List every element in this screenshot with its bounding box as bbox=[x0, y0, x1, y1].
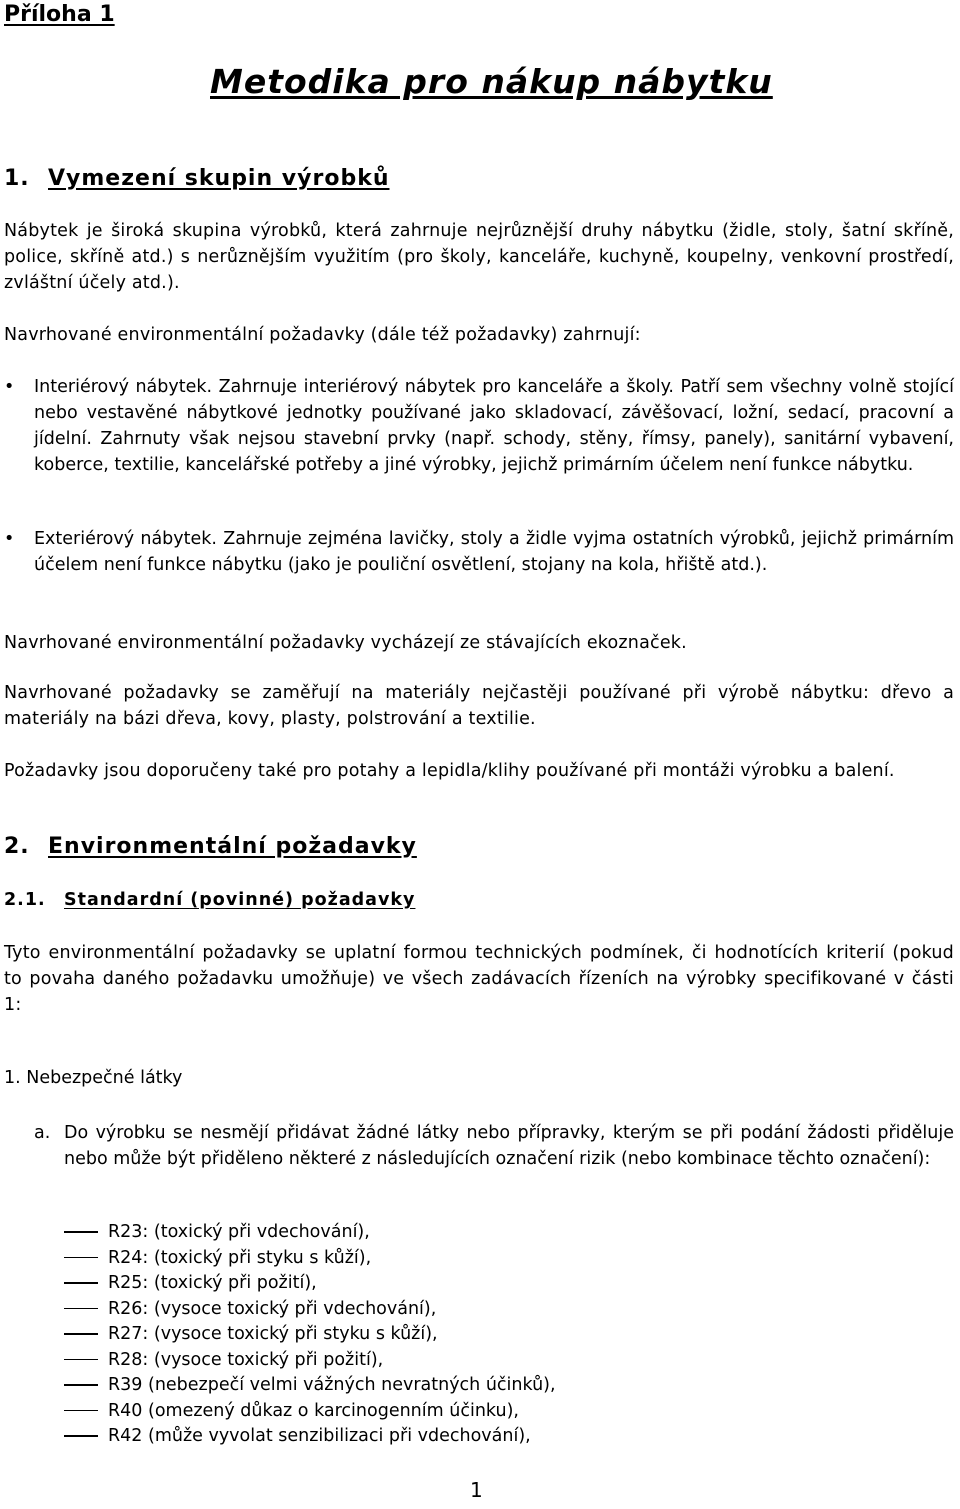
section-2-number: 2. bbox=[4, 834, 30, 859]
dash-marker bbox=[64, 1359, 98, 1361]
intro-paragraph: Nábytek je široká skupina výrobků, která zahrnuje nejrůznější druhy nábytku (židle, stoly, šatní skříně, police, skříně atd.) s nerůznějším využitím (pro školy, kanceláře, kuchyně, koupelny, venkovní prostředí, zvláštní účely atd.). bbox=[4, 221, 954, 293]
risk-phrase: R40 (omezený důkaz o karcinogenním účinku), bbox=[108, 1400, 519, 1421]
bullet-interior-text: Interiérový nábytek. Zahrnuje interiérový nábytek pro kanceláře a školy. Patří sem všechny volně stojící nebo vestavěné nábytkové jednotky používané jako skladovací, závěšovací, ložní, sedací, pracovní a jídelní. Zahrnuty však nejsou stavební prvky (např. schody, stěny, římsy, panely), sanitární vybavení, koberce, textilie, kancelářské potřeby a jiné výrobky, jejichž primárním účelem není funkce nábytku. bbox=[34, 377, 954, 475]
subsection-2-1-title: Standardní (povinné) požadavky bbox=[64, 890, 416, 910]
dash-marker bbox=[64, 1410, 98, 1412]
bullet-exterior bbox=[4, 526, 954, 578]
annex-label: Příloha 1 bbox=[4, 2, 115, 27]
dash-marker bbox=[64, 1435, 98, 1437]
risk-phrase: R39 (nebezpečí velmi vážných nevratných účinků), bbox=[108, 1375, 556, 1395]
list-item bbox=[64, 1373, 556, 1399]
dash-marker bbox=[64, 1231, 98, 1233]
subsection-2-1-heading bbox=[4, 890, 415, 910]
sub-item-a bbox=[34, 1120, 954, 1172]
section-2-title: Environmentální požadavky bbox=[48, 834, 417, 859]
section-1-number: 1. bbox=[4, 166, 30, 191]
list-item-hazardous-substances: 1. Nebezpečné látky bbox=[4, 1068, 183, 1088]
section-1-title: Vymezení skupin výrobků bbox=[48, 166, 390, 191]
list-item bbox=[64, 1424, 556, 1450]
dash-marker bbox=[64, 1384, 98, 1386]
dash-marker bbox=[64, 1257, 98, 1259]
standard-requirements-paragraph: Tyto environmentální požadavky se uplatní formou technických podmínek, či hodnotících kriterií (pokud to povaha daného požadavku umožňuje) ve všech zadávacích řízeních na výrobky specifikované v části 1: bbox=[4, 943, 954, 1015]
risk-phrase: R27: (vysoce toxický při styku s kůží), bbox=[108, 1324, 438, 1344]
list-item bbox=[64, 1322, 556, 1348]
list-item bbox=[64, 1399, 556, 1425]
materials-paragraph: Navrhované požadavky se zaměřují na materiály nejčastěji používané při výrobě nábytku: dřevo a materiály na bázi dřeva, kovy, plasty, polstrování a textilie. bbox=[4, 683, 954, 729]
dash-marker bbox=[64, 1308, 98, 1310]
list-item bbox=[64, 1246, 556, 1272]
sub-item-text: Do výrobku se nesmějí přidávat žádné látky nebo přípravky, kterým se při podání žádosti přiděluje nebo může být přiděleno některé z následujících označení rizik (nebo kombinace těchto označení): bbox=[64, 1123, 954, 1169]
risk-phrase: R28: (vysoce toxický při požití), bbox=[108, 1349, 384, 1370]
bullet-dot: • bbox=[4, 529, 15, 549]
ecolabels-paragraph: Navrhované environmentální požadavky vycházejí ze stávajících ekoznaček. bbox=[4, 633, 687, 653]
section-2-heading bbox=[4, 834, 417, 859]
document-title: Metodika pro nákup nábytku bbox=[210, 62, 773, 101]
recommended-paragraph: Požadavky jsou doporučeny také pro potahy a lepidla/klihy používané při montáži výrobku a balení. bbox=[4, 761, 895, 781]
list-item bbox=[64, 1297, 556, 1323]
risk-phrase: R23: (toxický při vdechování), bbox=[108, 1222, 370, 1242]
dash-marker bbox=[64, 1333, 98, 1335]
subsection-2-1-number: 2.1. bbox=[4, 890, 46, 910]
risk-phrase: R26: (vysoce toxický při vdechování), bbox=[108, 1298, 437, 1319]
dash-marker bbox=[64, 1282, 98, 1284]
list-item bbox=[64, 1220, 556, 1246]
risk-phrase-list bbox=[64, 1220, 556, 1450]
bullet-interior bbox=[4, 374, 954, 478]
bullet-exterior-text: Exteriérový nábytek. Zahrnuje zejména lavičky, stoly a židle vyjma ostatních výrobků, jejichž primárním účelem není funkce nábytku (jako je pouliční osvětlení, stojany na kola, hřiště atd.). bbox=[34, 529, 954, 575]
bullet-dot: • bbox=[4, 377, 15, 397]
requirements-lead: Navrhované environmentální požadavky (dále též požadavky) zahrnují: bbox=[4, 325, 641, 345]
page-number: 1 bbox=[470, 1478, 483, 1502]
risk-phrase: R25: (toxický při požití), bbox=[108, 1273, 317, 1293]
list-item bbox=[64, 1271, 556, 1297]
sub-item-label: a. bbox=[34, 1123, 51, 1143]
section-1-heading bbox=[4, 166, 389, 191]
risk-phrase: R42 (může vyvolat senzibilizaci při vdechování), bbox=[108, 1426, 531, 1446]
list-item bbox=[64, 1348, 556, 1374]
risk-phrase: R24: (toxický při styku s kůží), bbox=[108, 1247, 372, 1268]
